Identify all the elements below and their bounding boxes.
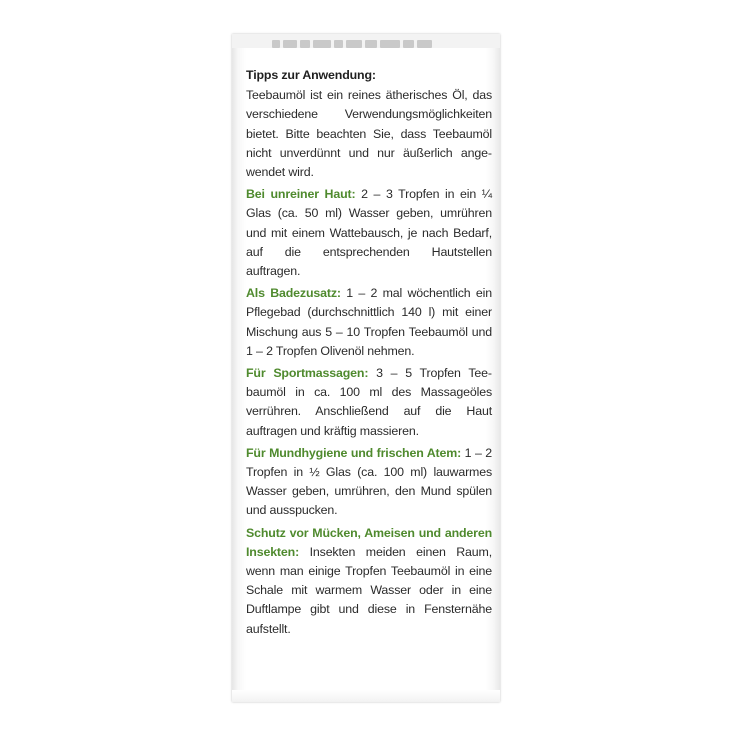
intro-paragraph: Teebaumöl ist ein reines ätherisches Öl, das verschiedene Verwendungsmöglichkeiten bietet. Bitte beachten Sie, dass Teebaumöl nicht unverdünnt und nur äußerlich angewendet wird. xyxy=(246,88,492,180)
section-text: Insekten meiden einen Raum, wenn man einige Tropfen Teebaumöl in eine Schale mit warmem Wasser oder in eine Duftlampe gibt und diese in Fensternähe aufstellt. xyxy=(246,544,492,636)
section-heading: Für Mundhygiene und frischen Atem: xyxy=(246,445,462,460)
section-text: 2 – 3 Tropfen in ein ¼ Glas (ca. 50 ml) Wasser geben, umrühren und mit einem Wattebausch, je nach Bedarf, auf die entsprechenden Hautstellen auftragen. xyxy=(246,187,492,279)
section-text: 3 – 5 Tropfen Teebaumöl in ca. 100 ml des Massageöles verrühren. Anschließend auf die Haut auftragen und kräftig massieren. xyxy=(246,366,492,438)
usage-tips-text xyxy=(246,66,492,642)
section-heading: Schutz vor Mücken, Ameisen und anderen Insekten: xyxy=(246,525,492,559)
section-heading: Als Badezusatz: xyxy=(246,286,341,301)
section-mundhygiene xyxy=(246,444,492,521)
box-top-edge xyxy=(232,34,500,48)
section-insektenschutz xyxy=(246,524,492,639)
section-heading: Für Sportmassagen: xyxy=(246,366,369,381)
section-badezusatz xyxy=(246,284,492,361)
usage-tips-title: Tipps zur Anwendung: xyxy=(246,68,376,82)
section-text: 1 – 2 Tropfen in ½ Glas (ca. 100 ml) lauwarmes Wasser geben, umrühren, den Mund spülen und ausspucken. xyxy=(246,445,492,518)
section-sportmassagen xyxy=(246,364,492,441)
box-bottom-edge xyxy=(232,690,500,702)
section-text: 1 – 2 mal wöchentlich ein Pflegebad (durchschnittlich 140 l) mit einer Mischung aus 5 – 10 Tropfen Teebaumöl und 1 – 2 Tropfen Olivenöl nehmen. xyxy=(246,286,492,358)
section-heading: Bei unreiner Haut: xyxy=(246,187,356,202)
section-unreine-haut xyxy=(246,185,492,281)
cropped-text-remnant xyxy=(272,36,442,48)
